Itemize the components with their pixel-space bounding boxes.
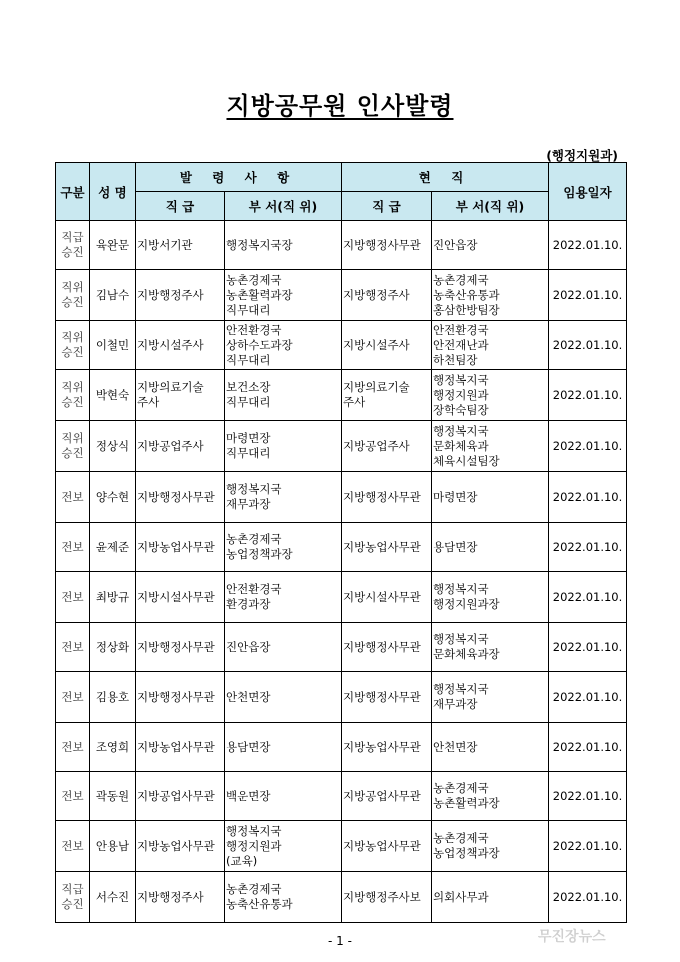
row-name: 조영희 [90,723,136,772]
office-line: 홍삼한방팀장 [433,302,500,317]
row-date: 2022.01.10. [549,221,627,270]
table-row [56,421,627,472]
table-row [56,370,627,421]
row-date: 2022.01.10. [549,623,627,672]
row-type [56,370,90,421]
rank-line: 지방시설사무관 [137,589,215,604]
type-line: 승진 [61,295,84,309]
row-name: 정상화 [90,623,136,672]
rank-line: 지방행정사무관 [137,689,215,704]
office-line: 행정복지국 [433,372,489,387]
row-new-rank [136,723,225,772]
row-type [56,623,90,672]
row-date: 2022.01.10. [549,370,627,421]
row-new-office [225,523,342,572]
office-line: 진안읍장 [226,639,271,654]
header-row-2 [56,192,627,221]
row-date: 2022.01.10. [549,472,627,523]
type-line: 전보 [61,589,84,604]
row-new-rank [136,321,225,370]
office-line: 행정지원과 [226,838,282,853]
row-new-office [225,821,342,872]
office-line: 문화체육과장 [433,647,500,661]
row-new-rank [136,421,225,472]
office-line: 상하수도과장 [226,337,293,352]
row-cur-rank [342,370,432,421]
office-line: 농촌활력과장 [226,287,293,302]
office-line: 농축산유통과 [433,287,500,302]
row-cur-rank [342,572,432,623]
office-line: 하천팀장 [433,352,478,367]
row-cur-rank [342,623,432,672]
table-row [56,221,627,270]
rank-line: 지방농업사무관 [343,739,421,754]
office-line: 행정복지국 [433,682,489,696]
table-row [56,321,627,370]
row-type [56,321,90,370]
rank-line: 지방행정사무관 [343,639,421,654]
row-new-office [225,221,342,270]
type-line: 직위 [61,330,84,344]
row-cur-office [432,523,549,572]
type-line: 전보 [61,489,84,504]
office-line: 안전환경국 [433,322,489,337]
row-type [56,723,90,772]
office-line: 행정지원과 [433,387,489,402]
row-date: 2022.01.10. [549,421,627,472]
row-new-rank [136,821,225,872]
row-type [56,572,90,623]
type-line: 승진 [61,395,84,409]
row-type [56,772,90,821]
rank-line: 지방공업사무관 [137,788,215,803]
office-line: 직무대리 [226,446,271,460]
row-cur-office [432,772,549,821]
row-cur-office [432,472,549,523]
table-row [56,623,627,672]
table-row [56,872,627,923]
row-new-rank [136,270,225,321]
rank-line: 지방의료기술 [343,380,410,394]
row-date: 2022.01.10. [549,872,627,923]
office-line: 행정복지국 [433,423,489,438]
office-line: 백운면장 [226,788,271,803]
row-new-rank [136,623,225,672]
rank-line: 지방공업주사 [137,438,204,453]
office-line: 직무대리 [226,395,271,409]
header-type: 구분 [56,163,90,221]
row-type [56,421,90,472]
rank-line: 지방농업사무관 [137,539,215,554]
header-order: 발 령 사 항 [136,163,342,192]
rank-line: 지방행정주사 [137,287,204,302]
office-line: 농업정책과장 [226,547,293,561]
rank-line: 지방행정사무관 [137,639,215,654]
row-new-office [225,572,342,623]
row-date: 2022.01.10. [549,321,627,370]
row-cur-rank [342,321,432,370]
office-line: 농촌경제국 [226,272,282,287]
office-line: 행정복지국 [226,482,282,496]
row-name: 안용남 [90,821,136,872]
row-date: 2022.01.10. [549,672,627,723]
office-line: 안전환경국 [226,582,282,596]
row-cur-rank [342,772,432,821]
row-name: 육완문 [90,221,136,270]
row-type [56,872,90,923]
office-line: 장학숙팀장 [433,402,489,417]
office-line: 안전환경국 [226,322,282,337]
rank-line: 주사 [343,395,366,409]
row-new-office [225,872,342,923]
office-line: 체육시설팀장 [433,453,500,468]
type-line: 직급 [61,882,84,896]
table-row [56,672,627,723]
row-date: 2022.01.10. [549,523,627,572]
office-line: 농업정책과장 [433,846,500,860]
row-name: 최방규 [90,572,136,623]
office-line: 안천면장 [226,689,271,704]
row-new-office [225,772,342,821]
row-name: 김용호 [90,672,136,723]
page-title: 지방공무원 인사발령 [226,92,454,120]
office-line: 농촌경제국 [226,882,282,896]
rank-line: 지방공업사무관 [343,788,421,803]
row-cur-office [432,821,549,872]
rank-line: 지방행정사무관 [343,489,421,504]
row-name: 박현숙 [90,370,136,421]
rank-line: 지방의료기술 [137,380,204,394]
header-cur-rank: 직 급 [342,192,432,221]
row-date: 2022.01.10. [549,723,627,772]
office-line: 행정복지국 [226,823,282,838]
row-new-rank [136,221,225,270]
row-new-rank [136,772,225,821]
row-cur-rank [342,821,432,872]
table-row [56,472,627,523]
row-new-rank [136,672,225,723]
office-line: 농축산유통과 [226,897,293,911]
office-line: 행정복지국 [433,582,489,596]
office-line: 의회사무과 [433,889,489,904]
office-line: 안전재난과 [433,337,489,352]
row-date: 2022.01.10. [549,270,627,321]
rank-line: 지방시설사무관 [343,589,421,604]
row-cur-office [432,221,549,270]
type-line: 전보 [61,639,84,654]
office-line: 재무과장 [226,497,271,511]
row-cur-office [432,572,549,623]
row-cur-office [432,421,549,472]
row-cur-office [432,623,549,672]
table-row [56,572,627,623]
rank-line: 지방농업사무관 [137,739,215,754]
table-row [56,523,627,572]
row-type [56,472,90,523]
office-line: 보건소장 [226,380,271,394]
rank-line: 지방서기관 [137,237,193,252]
row-cur-office [432,872,549,923]
row-new-rank [136,572,225,623]
row-cur-office [432,321,549,370]
rank-line: 지방행정주사보 [343,889,421,904]
office-line: 직무대리 [226,302,271,317]
rank-line: 지방시설주사 [343,337,410,352]
rank-line: 지방농업사무관 [343,838,421,853]
watermark-logo: 무진장뉴스 [538,929,606,945]
office-line: 농촌활력과장 [433,796,500,810]
row-name: 김남수 [90,270,136,321]
office-line: 농촌경제국 [226,532,282,546]
department-label: (행정지원과) [546,148,618,163]
row-new-office [225,421,342,472]
row-cur-rank [342,270,432,321]
row-cur-rank [342,421,432,472]
rank-line: 지방행정주사 [343,287,410,302]
row-cur-office [432,270,549,321]
row-new-rank [136,523,225,572]
type-line: 승진 [61,897,84,911]
table-row [56,821,627,872]
page-number: - 1 - [328,934,352,948]
row-new-office [225,623,342,672]
row-new-office [225,370,342,421]
row-new-office [225,723,342,772]
row-type [56,672,90,723]
row-new-rank [136,472,225,523]
row-cur-office [432,672,549,723]
row-type [56,523,90,572]
header-row-1 [56,163,627,192]
type-line: 승진 [61,446,84,460]
rank-line: 지방공업주사 [343,438,410,453]
type-line: 직급 [61,230,84,244]
table-row [56,270,627,321]
office-line: 진안읍장 [433,237,478,252]
type-line: 전보 [61,539,84,554]
row-name: 정상식 [90,421,136,472]
office-line: 마령면장 [226,431,271,445]
header-new-rank: 직 급 [136,192,225,221]
row-name: 윤제준 [90,523,136,572]
office-line: 행정복지국장 [226,237,293,252]
type-line: 승진 [61,345,84,359]
office-line: 농촌경제국 [433,272,489,287]
type-line: 직위 [61,380,84,394]
row-new-office [225,472,342,523]
row-cur-office [432,370,549,421]
row-type [56,270,90,321]
rank-line: 지방행정주사 [137,889,204,904]
type-line: 직위 [61,280,84,294]
header-current: 현 직 [342,163,549,192]
row-new-office [225,321,342,370]
rank-line: 지방행정사무관 [137,489,215,504]
office-line: 문화체육과 [433,438,489,453]
row-type [56,821,90,872]
table-row [56,723,627,772]
rank-line: 지방시설주사 [137,337,204,352]
row-name: 이철민 [90,321,136,370]
row-date: 2022.01.10. [549,772,627,821]
rank-line: 지방농업사무관 [343,539,421,554]
rank-line: 지방행정사무관 [343,689,421,704]
rank-line: 지방농업사무관 [137,838,215,853]
row-cur-office [432,723,549,772]
row-cur-rank [342,672,432,723]
row-date: 2022.01.10. [549,821,627,872]
row-name: 곽동원 [90,772,136,821]
row-name: 서수진 [90,872,136,923]
row-type [56,221,90,270]
row-date: 2022.01.10. [549,572,627,623]
type-line: 직위 [61,431,84,445]
row-name: 양수현 [90,472,136,523]
office-line: 행정복지국 [433,632,489,646]
type-line: 전보 [61,788,84,803]
office-line: 재무과장 [433,697,478,711]
header-date: 임용일자 [549,163,627,221]
row-cur-rank [342,221,432,270]
table-row [56,772,627,821]
row-cur-rank [342,723,432,772]
office-line: 마령면장 [433,489,478,504]
rank-line: 지방행정사무관 [343,237,421,252]
office-line: 안천면장 [433,739,478,754]
office-line: 환경과장 [226,597,271,611]
office-line: 용담면장 [433,539,478,554]
row-new-office [225,672,342,723]
row-new-office [225,270,342,321]
office-line: 행정지원과장 [433,597,500,611]
row-new-rank [136,370,225,421]
header-new-office: 부 서(직 위) [225,192,342,221]
header-cur-office: 부 서(직 위) [432,192,549,221]
row-new-rank [136,872,225,923]
office-line: 농촌경제국 [433,781,489,795]
type-line: 승진 [61,245,84,259]
header-name: 성 명 [90,163,136,221]
type-line: 전보 [61,838,84,853]
office-line: (교육) [226,853,258,868]
type-line: 전보 [61,689,84,704]
personnel-table [55,162,627,923]
office-line: 직무대리 [226,352,271,367]
office-line: 농촌경제국 [433,831,489,845]
office-line: 용담면장 [226,739,271,754]
type-line: 전보 [61,739,84,754]
row-cur-rank [342,472,432,523]
rank-line: 주사 [137,395,160,409]
row-cur-rank [342,523,432,572]
row-cur-rank [342,872,432,923]
